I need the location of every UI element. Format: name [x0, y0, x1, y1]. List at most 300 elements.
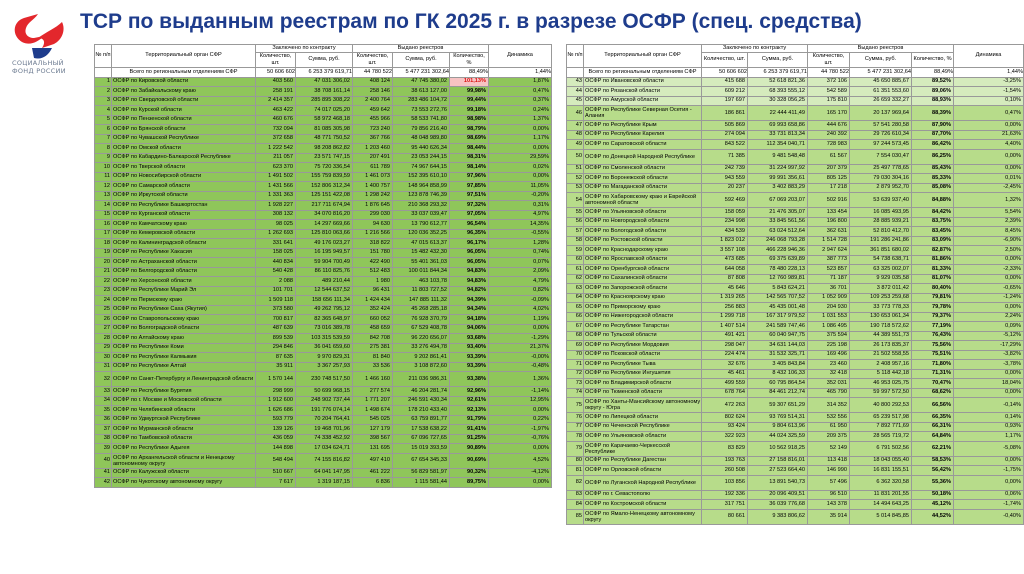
dynamics-value: 0,93%: [954, 422, 1024, 432]
issued-qty: 57 496: [808, 475, 850, 490]
issued-sum: 2 408 957,16: [850, 360, 912, 370]
table-row: [95, 277, 552, 287]
contracted-qty: 540 428: [256, 267, 296, 277]
dynamics-value: -0,48%: [489, 362, 552, 372]
issued-qty: 455 966: [353, 115, 393, 125]
issued-sum: 16 085 493,95: [850, 208, 912, 218]
table-row: [95, 434, 552, 444]
contracted-sum: 74 017 025,20: [296, 106, 353, 116]
issued-pct: 88,93%: [912, 96, 954, 106]
table-row: [567, 475, 1024, 490]
issued-qty: 1 216 566: [353, 229, 393, 239]
issued-pct: 86,42%: [912, 140, 954, 150]
table-row: [567, 255, 1024, 265]
dynamics-value: -1,54%: [954, 87, 1024, 97]
issued-qty: 127 179: [353, 425, 393, 435]
issued-qty: 532 556: [808, 413, 850, 423]
contracted-sum: 78 480 228,13: [748, 265, 808, 275]
contracted-qty: 548 494: [256, 453, 296, 468]
org-name: ОСФР по г. Севастополю: [584, 490, 702, 500]
table-row: [567, 509, 1024, 524]
table-row: [567, 293, 1024, 303]
org-name: ОСФР по Республике Мордовия: [584, 341, 702, 351]
issued-sum: 28 565 719,72: [850, 432, 912, 442]
dynamics-value: 0,47%: [954, 106, 1024, 121]
total-c-qty: 50 606 602: [256, 67, 296, 77]
issued-pct: 79,78%: [912, 303, 954, 313]
issued-pct: 94,83%: [450, 267, 489, 277]
contracted-sum: 3 405 843,84: [748, 360, 808, 370]
contracted-sum: 191 776 074,14: [296, 406, 353, 416]
issued-pct: 93,39%: [450, 362, 489, 372]
issued-sum: 54 738 638,71: [850, 255, 912, 265]
org-name: ОСФР по Владимирской области: [584, 379, 702, 389]
contracted-sum: 489 210,44: [296, 277, 353, 287]
contracted-qty: 87 808: [702, 274, 748, 284]
issued-pct: 97,51%: [450, 191, 489, 201]
contracted-qty: 224 474: [702, 350, 748, 360]
contracted-qty: 1 570 144: [256, 372, 296, 387]
table-row: [567, 164, 1024, 174]
org-name: ОСФР по Красноярскому краю: [584, 293, 702, 303]
row-number: 39: [95, 444, 112, 454]
org-name: ОСФР по Чукотскому автономному округу: [112, 478, 256, 488]
contracted-qty: 298 999: [256, 387, 296, 397]
issued-pct: 94,06%: [450, 324, 489, 334]
issued-sum: 18 043 055,40: [850, 456, 912, 466]
issued-sum: 211 036 986,31: [393, 372, 450, 387]
issued-sum: 63 759 891,77: [393, 415, 450, 425]
issued-sum: 9 929 035,58: [850, 274, 912, 284]
org-name: ОСФР по Самарской области: [112, 182, 256, 192]
org-name: ОСФР по Донецкой Народной Республике: [584, 149, 702, 164]
issued-sum: 96 220 656,07: [393, 334, 450, 344]
issued-pct: 96,17%: [450, 239, 489, 249]
issued-pct: 96,05%: [450, 258, 489, 268]
contracted-qty: 258 191: [256, 87, 296, 97]
contracted-sum: 99 991 356,61: [748, 174, 808, 184]
contracted-sum: 31 532 325,71: [748, 350, 808, 360]
contracted-qty: 294 846: [256, 343, 296, 353]
row-number: 75: [567, 398, 584, 413]
contracted-qty: 460 676: [256, 115, 296, 125]
dynamics-value: 21,37%: [489, 343, 552, 353]
contracted-sum: 9 481 548,48: [748, 149, 808, 164]
issued-pct: 90,32%: [450, 468, 489, 478]
row-number: 84: [567, 500, 584, 510]
issued-qty: 1 400 757: [353, 182, 393, 192]
dynamics-value: 0,00%: [954, 274, 1024, 284]
dynamics-value: 8,45%: [954, 227, 1024, 237]
org-name: ОСФР по Ульяновской области: [584, 208, 702, 218]
table-row: [567, 227, 1024, 237]
contracted-sum: 45 435 001,48: [748, 303, 808, 313]
issued-qty: 372 106: [808, 77, 850, 87]
org-name: ОСФР по Тверской области: [112, 163, 256, 173]
issued-sum: 33 037 039,47: [393, 210, 450, 220]
table-row: [95, 478, 552, 488]
left-table-panel: [94, 44, 551, 488]
issued-sum: 23 053 244,15: [393, 153, 450, 163]
table-row: [95, 425, 552, 435]
contracted-qty: 158 059: [702, 208, 748, 218]
dynamics-value: 0,00%: [954, 255, 1024, 265]
row-number: 33: [95, 387, 112, 397]
table-row: [95, 315, 552, 325]
dynamics-value: -5,08%: [954, 441, 1024, 456]
contracted-qty: 87 635: [256, 353, 296, 363]
row-number: 78: [567, 432, 584, 442]
issued-qty: 225 198: [808, 341, 850, 351]
dynamics-value: 1,17%: [489, 134, 552, 144]
issued-qty: 523 857: [808, 265, 850, 275]
issued-sum: 7 554 030,47: [850, 149, 912, 164]
table-row: [95, 387, 552, 397]
contracted-qty: 373 580: [256, 305, 296, 315]
table-row: [95, 468, 552, 478]
org-name: ОСФР по Свердловской области: [112, 96, 256, 106]
row-number: 74: [567, 388, 584, 398]
row-number: 25: [95, 305, 112, 315]
contracted-sum: 248 902 737,44: [296, 396, 353, 406]
issued-qty: 1 052 909: [808, 293, 850, 303]
right-table-body: [567, 77, 1024, 524]
issued-qty: 165 170: [808, 106, 850, 121]
dynamics-value: -3,82%: [954, 350, 1024, 360]
issued-pct: 98,31%: [450, 153, 489, 163]
row-number: 15: [95, 210, 112, 220]
contracted-qty: 80 661: [702, 509, 748, 524]
issued-pct: 66,35%: [912, 413, 954, 423]
dynamics-value: 0,00%: [954, 456, 1024, 466]
issued-pct: 92,13%: [450, 406, 489, 416]
issued-sum: 15 019 393,59: [393, 444, 450, 454]
org-name: ОСФР по Волгоградской области: [112, 324, 256, 334]
table-row: [95, 453, 552, 468]
row-number: 61: [567, 265, 584, 275]
issued-sum: 73 553 272,76: [393, 106, 450, 116]
dynamics-value: 5,54%: [954, 208, 1024, 218]
table-row: [567, 106, 1024, 121]
org-name: ОСФР по Ханты-Мансийскому автономному округу - Югра: [585, 399, 701, 412]
issued-sum: 47 745 380,02: [393, 77, 450, 87]
table-row: [95, 144, 552, 154]
contracted-qty: 274 094: [702, 130, 748, 140]
org-name: ОСФР по Тамбовской области: [112, 434, 256, 444]
contracted-qty: 505 869: [702, 121, 748, 131]
issued-qty: 512 483: [353, 267, 393, 277]
row-number: 80: [567, 456, 584, 466]
issued-qty: 422 490: [353, 258, 393, 268]
issued-sum: 15 482 432,30: [393, 248, 450, 258]
org-name: ОСФР по Запорожской области: [584, 284, 702, 294]
issued-pct: 91,79%: [450, 415, 489, 425]
table-row: [95, 125, 552, 135]
issued-pct: 81,86%: [912, 255, 954, 265]
issued-sum: 5 118 442,18: [850, 369, 912, 379]
issued-sum: 65 239 517,98: [850, 413, 912, 423]
issued-qty: 1 031 553: [808, 312, 850, 322]
org-name: ОСФР по Республике Хакасия: [112, 248, 256, 258]
table-row: [567, 432, 1024, 442]
contracted-qty: 499 559: [702, 379, 748, 389]
issued-sum: 33 773 778,33: [850, 303, 912, 313]
issued-pct: 76,43%: [912, 331, 954, 341]
issued-sum: 97 244 573,45: [850, 140, 912, 150]
row-number: 4: [95, 106, 112, 116]
row-number: 65: [567, 303, 584, 313]
table-row: [567, 140, 1024, 150]
total-i-sum: 5 477 231 302,64: [393, 67, 450, 77]
row-number: 52: [567, 174, 584, 184]
row-number: 27: [95, 324, 112, 334]
issued-pct: 98,79%: [450, 125, 489, 135]
issued-qty: 61 950: [808, 422, 850, 432]
issued-qty: 461 222: [353, 468, 393, 478]
contracted-qty: 331 641: [256, 239, 296, 249]
issued-sum: 56 829 581,97: [393, 468, 450, 478]
issued-qty: 277 574: [353, 387, 393, 397]
dynamics-value: 0,07%: [489, 258, 552, 268]
contracted-qty: 71 385: [702, 149, 748, 164]
col-org-header: Территориальный орган СФР: [584, 45, 702, 68]
row-number: 34: [95, 396, 112, 406]
issued-sum: 79 856 216,40: [393, 125, 450, 135]
org-name: ОСФР по Тульской области: [584, 331, 702, 341]
org-name: ОСФР по Брянской области: [112, 125, 256, 135]
table-row: [567, 149, 1024, 164]
contracted-sum: 23 571 747,15: [296, 153, 353, 163]
org-name: ОСФР по г. Москве и Московской области: [112, 396, 256, 406]
issued-qty: 299 030: [353, 210, 393, 220]
table-row: [567, 130, 1024, 140]
row-number: 20: [95, 258, 112, 268]
total-pct: 88,49%: [912, 67, 954, 77]
table-row: [95, 372, 552, 387]
contracted-sum: 158 656 111,34: [296, 296, 353, 306]
org-name: ОСФР по Астраханской области: [112, 258, 256, 268]
contracted-qty: 436 059: [256, 434, 296, 444]
contracted-sum: 217 711 674,94: [296, 201, 353, 211]
issued-sum: 190 718 572,62: [850, 322, 912, 332]
row-number: 49: [567, 140, 584, 150]
row-number: 38: [95, 434, 112, 444]
org-name: ОСФР по Республике Северная Осетия - Алания: [584, 106, 702, 121]
org-name: ОСФР по Ставропольскому краю: [112, 315, 256, 325]
row-number: 69: [567, 341, 584, 351]
contracted-sum: 9 804 613,96: [748, 422, 808, 432]
contracted-sum: 44 024 325,59: [748, 432, 808, 442]
issued-qty: 611 789: [353, 163, 393, 173]
org-name: ОСФР по Липецкой области: [584, 413, 702, 423]
issued-pct: 75,56%: [912, 341, 954, 351]
row-number: 32: [95, 372, 112, 387]
issued-qty: 408 124: [353, 77, 393, 87]
dynamics-value: -1,75%: [954, 466, 1024, 476]
table-row: [95, 163, 552, 173]
table-row: [95, 182, 552, 192]
dynamics-value: 4,40%: [954, 140, 1024, 150]
issued-qty: 314 352: [808, 398, 850, 413]
issued-qty: 6 836: [353, 478, 393, 488]
table-row: [95, 220, 552, 230]
table-row: [567, 274, 1024, 284]
contracted-qty: 317 751: [702, 500, 748, 510]
table-row: [567, 87, 1024, 97]
issued-pct: 98,98%: [450, 115, 489, 125]
org-name: ОСФР по Республике Адыгея: [112, 444, 256, 454]
row-number: 70: [567, 350, 584, 360]
logo-text: [12, 60, 66, 75]
col-num-header: № п/п: [567, 45, 584, 68]
issued-pct: 97,96%: [450, 172, 489, 182]
contracted-qty: 1 431 566: [256, 182, 296, 192]
issued-pct: 93,68%: [450, 334, 489, 344]
issued-sum: 45 268 285,18: [393, 305, 450, 315]
issued-qty: 133 454: [808, 208, 850, 218]
org-name: ОСФР по Приморскому краю: [584, 303, 702, 313]
issued-sum: 67 654 345,33: [393, 453, 450, 468]
issued-pct: 98,44%: [450, 144, 489, 154]
dynamics-value: 0,00%: [489, 144, 552, 154]
row-number: 11: [95, 172, 112, 182]
issued-qty: 842 708: [353, 334, 393, 344]
contracted-sum: 125 151 422,08: [296, 191, 353, 201]
issued-pct: 89,75%: [450, 478, 489, 488]
issued-sum: 52 810 412,70: [850, 227, 912, 237]
table-row: [95, 334, 552, 344]
issued-qty: 17 218: [808, 183, 850, 193]
contracted-sum: 246 068 793,28: [748, 236, 808, 246]
table-row: [567, 265, 1024, 275]
contracted-sum: 241 589 747,46: [748, 322, 808, 332]
table-row: [567, 322, 1024, 332]
org-name: ОСФР по Херсонской области: [112, 277, 256, 287]
issued-pct: 99,44%: [450, 96, 489, 106]
row-number: 76: [567, 413, 584, 423]
contracted-sum: 86 110 825,76: [296, 267, 353, 277]
left-table-body: [95, 77, 552, 487]
table-row: [567, 369, 1024, 379]
issued-sum: 109 253 259,68: [850, 293, 912, 303]
table-row: [567, 379, 1024, 389]
contracted-qty: 2 088: [256, 277, 296, 287]
issued-sum: 100 011 844,34: [393, 267, 450, 277]
issued-pct: 91,41%: [450, 425, 489, 435]
table-row: [95, 396, 552, 406]
contracted-qty: 193 763: [702, 456, 748, 466]
issued-qty: 143 378: [808, 500, 850, 510]
org-name: ОСФР по Калужской области: [112, 468, 256, 478]
table-row: [567, 96, 1024, 106]
row-number: 68: [567, 331, 584, 341]
contracted-qty: 35 911: [256, 362, 296, 372]
org-name: ОСФР по Челябинской области: [112, 406, 256, 416]
issued-pct: 99,18%: [450, 106, 489, 116]
contracted-sum: 59 307 651,29: [748, 398, 808, 413]
dynamics-value: 0,00%: [489, 444, 552, 454]
row-number: 71: [567, 360, 584, 370]
issued-pct: 96,35%: [450, 229, 489, 239]
row-number: 47: [567, 121, 584, 131]
contracted-sum: 81 085 305,98: [296, 125, 353, 135]
table-row: [95, 343, 552, 353]
contracted-qty: 623 370: [256, 163, 296, 173]
issued-sum: 57 541 280,58: [850, 121, 912, 131]
issued-pct: 81,33%: [912, 265, 954, 275]
contracted-qty: 20 237: [702, 183, 748, 193]
org-name: ОСФР по Санкт-Петербургу и Ленинградской области: [112, 372, 256, 387]
table-row: [95, 267, 552, 277]
issued-qty: 398 567: [353, 434, 393, 444]
issued-sum: 9 202 861,41: [393, 353, 450, 363]
issued-sum: 148 964 858,99: [393, 182, 450, 192]
org-name: ОСФР по Республике Марий Эл: [112, 286, 256, 296]
org-name: ОСФР по Республике Крым: [584, 121, 702, 131]
issued-qty: 207 491: [353, 153, 393, 163]
table-row: [95, 324, 552, 334]
dynamics-value: 1,87%: [489, 77, 552, 87]
issued-pct: 87,70%: [912, 130, 954, 140]
issued-qty: 375 594: [808, 331, 850, 341]
row-number: 21: [95, 267, 112, 277]
issued-pct: 62,21%: [912, 441, 954, 456]
row-number: 77: [567, 422, 584, 432]
contracted-qty: 843 522: [702, 140, 748, 150]
org-name: ОСФР по Республике Дагестан: [584, 456, 702, 466]
org-name: ОСФР по Нижегородской области: [584, 312, 702, 322]
dynamics-value: 0,24%: [489, 106, 552, 116]
dynamics-value: 4,79%: [489, 277, 552, 287]
row-number: 56: [567, 217, 584, 227]
dynamics-value: -1,14%: [489, 387, 552, 397]
dynamics-value: -0,20%: [489, 191, 552, 201]
row-number: 48: [567, 130, 584, 140]
issued-sum: 29 726 610,34: [850, 130, 912, 140]
col-org-header: Территориальный орган СФР: [112, 45, 256, 68]
contracted-sum: 19 468 701,96: [296, 425, 353, 435]
contracted-sum: 152 806 312,34: [296, 182, 353, 192]
contracted-qty: 7 617: [256, 478, 296, 488]
issued-pct: 92,96%: [450, 387, 489, 397]
table-row: [567, 388, 1024, 398]
issued-sum: 283 486 104,72: [393, 96, 450, 106]
issued-sum: 67 529 408,78: [393, 324, 450, 334]
dynamics-value: 14,35%: [489, 220, 552, 230]
logo-text-line2: ФОНД РОССИИ: [12, 66, 66, 75]
issued-qty: 1 980: [353, 277, 393, 287]
row-number: 60: [567, 255, 584, 265]
table-row: [95, 296, 552, 306]
org-name: ОСФР по Смоленской области: [584, 164, 702, 174]
row-number: 42: [95, 478, 112, 488]
table-row: [95, 96, 552, 106]
table-row: [95, 201, 552, 211]
issued-sum: 59 997 572,50: [850, 388, 912, 398]
contracted-sum: 63 024 512,64: [748, 227, 808, 237]
contracted-sum: 33 731 813,34: [748, 130, 808, 140]
issued-qty: 52 149: [808, 441, 850, 456]
issued-pct: 64,84%: [912, 432, 954, 442]
issued-qty: 458 659: [353, 324, 393, 334]
org-name: ОСФР по Кабардино-Балкарской Республике: [112, 153, 256, 163]
contracted-sum: 5 843 624,21: [748, 284, 808, 294]
dynamics-value: 0,31%: [489, 201, 552, 211]
contracted-qty: 802 624: [702, 413, 748, 423]
contracted-sum: 38 708 161,14: [296, 87, 353, 97]
col-issued-header: Выдано реестров: [353, 45, 489, 53]
col-c-sum-header: Сумма, руб.: [748, 53, 808, 68]
